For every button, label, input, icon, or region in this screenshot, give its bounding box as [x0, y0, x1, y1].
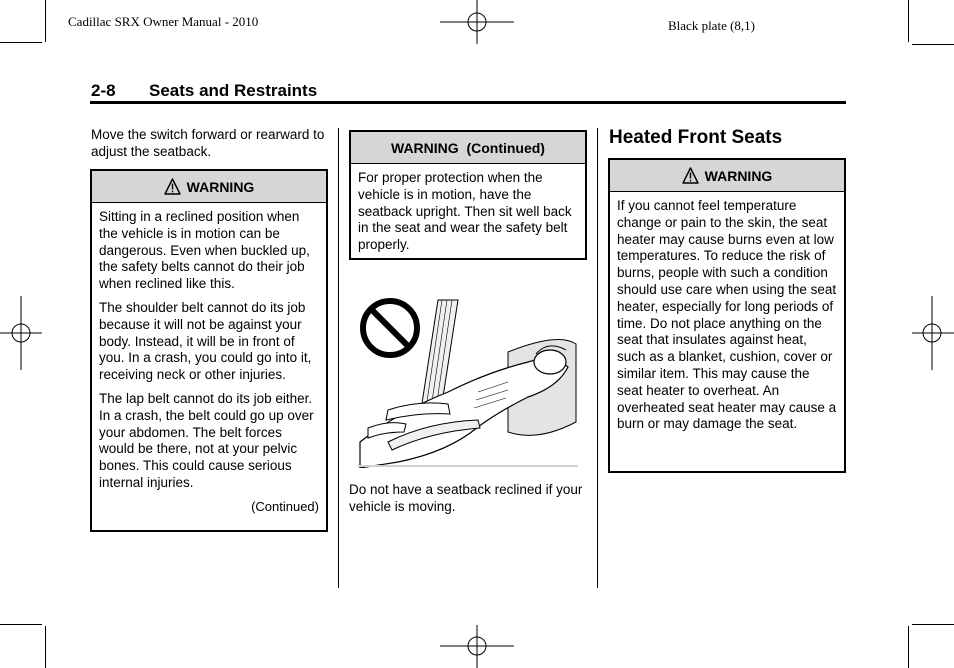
registration-target-icon: [912, 296, 954, 370]
warning-title: WARNING: [704, 167, 773, 184]
registration-target-icon: [0, 296, 42, 370]
crop-mark: [0, 42, 42, 43]
warning-header: [92, 171, 326, 203]
registration-target-icon: [440, 625, 514, 668]
warning-title: WARNING (Continued): [391, 139, 545, 156]
warning-body: If you cannot feel temperature change or pain to the skin, the seat heater may cause burns even at low temperatures. To reduce the risk of burns, people with such a condition should use care when using the seat heater, especially for long periods of time. Do not place anything on the seat that insulates against heat, such as a blanket, cushion, cover or similar item. This may cause the seat heater to overheat. An overheated seat heater may cause a burn or may damage the seat.: [617, 198, 837, 432]
warning-header: [610, 160, 844, 192]
running-header-plate: Black plate (8,1): [668, 18, 755, 33]
running-header-title: Cadillac SRX Owner Manual - 2010: [68, 14, 259, 29]
column-divider: [597, 128, 598, 588]
column-divider: [338, 128, 339, 588]
warning-box-recline: [90, 169, 328, 532]
crop-mark: [912, 624, 954, 625]
crop-mark: [912, 44, 954, 45]
crop-mark: [908, 626, 909, 668]
warning-paragraph: The lap belt cannot do its job either. In a crash, the belt could go up over your abdomen. The belt forces would be there, not at your pelvic bones. This could cause serious internal injuries.: [99, 390, 314, 490]
warning-box-heated-seats: [608, 158, 846, 473]
warning-title: WARNING: [186, 178, 255, 195]
prohibited-reclined-occupant-illustration: [358, 292, 578, 468]
section-number: 2-8: [91, 81, 116, 100]
crop-mark: [0, 624, 42, 625]
section-title: Seats and Restraints: [149, 81, 318, 100]
intro-paragraph: Move the switch forward or rearward to adjust the seatback.: [91, 127, 325, 159]
crop-mark: [45, 0, 46, 42]
warning-box-continued: [349, 130, 587, 260]
continued-label: (Continued): [251, 498, 319, 514]
warning-body: For proper protection when the vehicle is in motion, have the seatback upright. Then sit well back in the seat and wear the safety belt properly.: [358, 170, 572, 253]
warning-paragraph: Sitting in a reclined position when the vehicle is in motion can be dangerous. Even when buckled up, the safety belts cannot do their job when reclined like this.: [99, 209, 310, 292]
warning-paragraph: The shoulder belt cannot do its job because it will not be against your body. Instead, it will be in front of you. In a crash, you could go into it, receiving neck or other injuries.: [99, 299, 312, 383]
warning-exclamation-icon: [682, 167, 699, 184]
subsection-heading: Heated Front Seats: [609, 127, 783, 148]
registration-target-icon: [440, 0, 514, 44]
warning-header: [351, 132, 585, 164]
illustration-caption: Do not have a seatback reclined if your vehicle is moving.: [349, 482, 583, 514]
warning-exclamation-icon: [164, 178, 181, 195]
crop-mark: [908, 0, 909, 42]
crop-mark: [45, 626, 46, 668]
warning-body: [92, 203, 326, 520]
section-rule: [90, 101, 846, 104]
